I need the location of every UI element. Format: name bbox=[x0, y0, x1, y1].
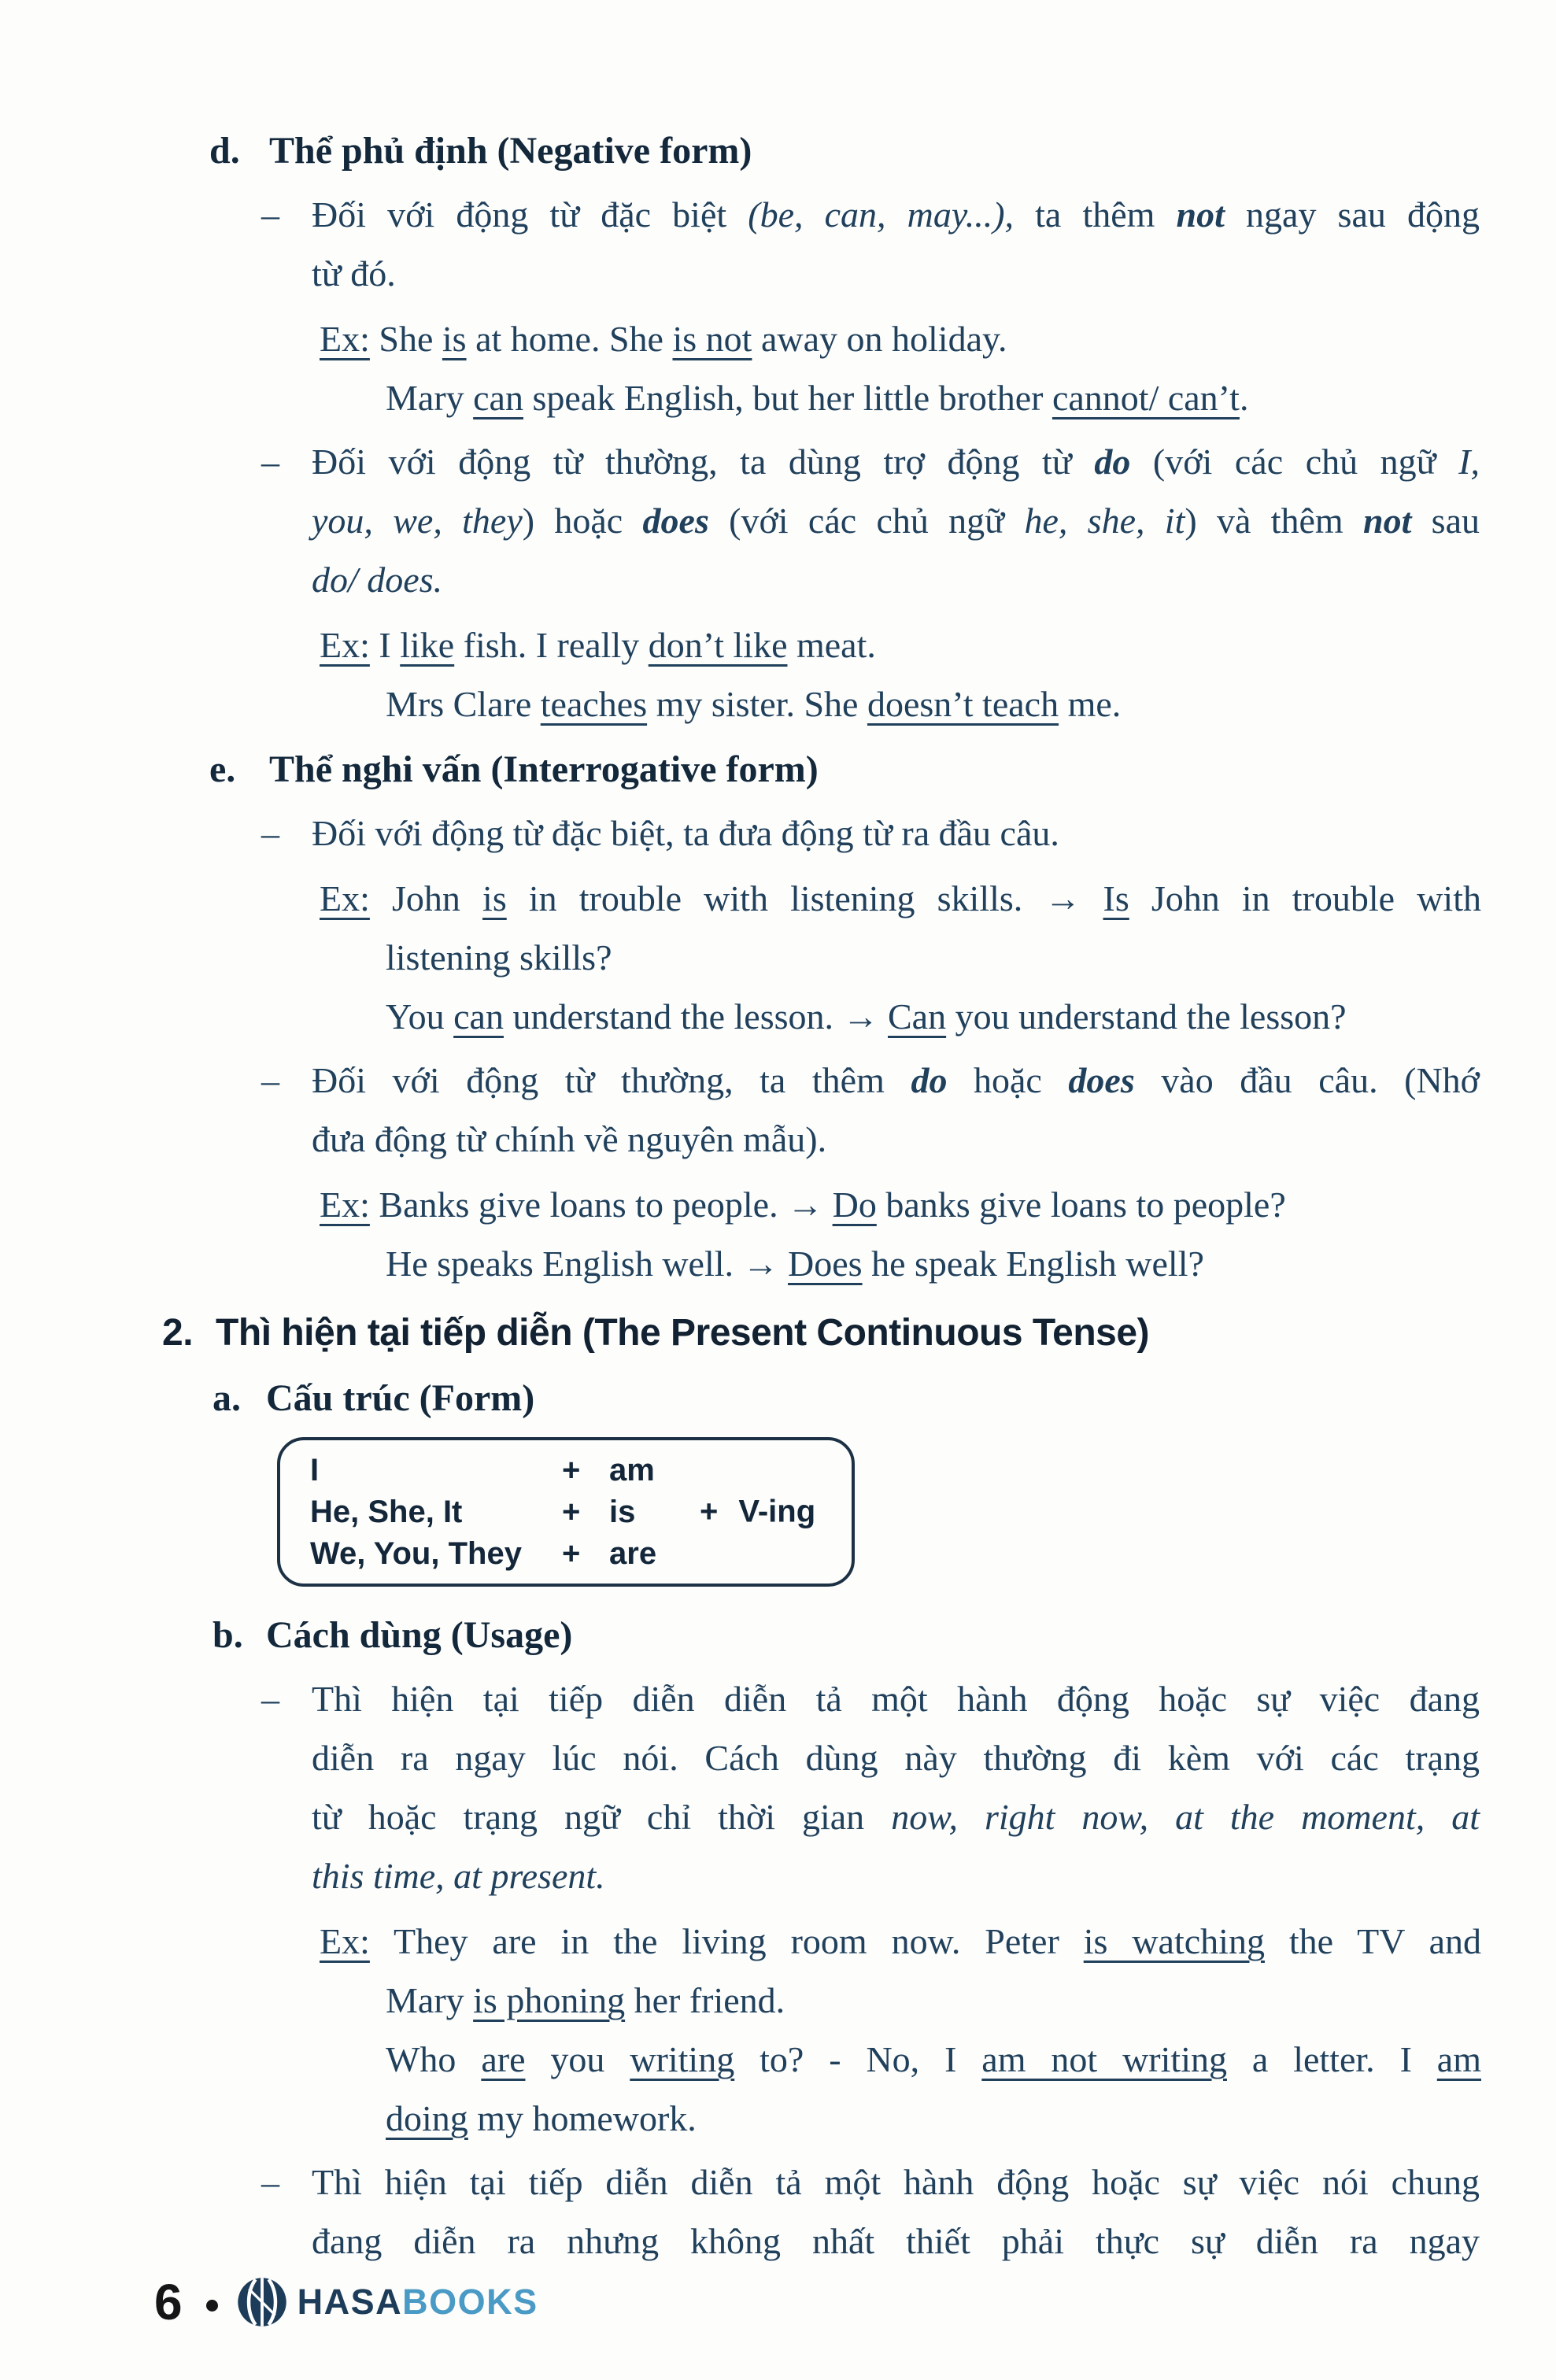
text-segment: Do bbox=[832, 1184, 877, 1225]
text-line bbox=[312, 432, 1480, 491]
text-segment: me. bbox=[1059, 684, 1122, 724]
text-line bbox=[386, 987, 1481, 1046]
text-line bbox=[386, 674, 1481, 734]
form-plus: + bbox=[562, 1453, 581, 1488]
text-segment: từ đó. bbox=[312, 253, 396, 294]
text-segment: are bbox=[481, 2039, 526, 2079]
rule-ordinary-verbs-negative bbox=[261, 432, 1556, 609]
text-segment: Who bbox=[386, 2039, 482, 2079]
text-segment: is bbox=[482, 878, 507, 918]
text-segment: does bbox=[642, 501, 709, 541]
text-segment: diễn ra ngay lúc nói. Cách dùng này thường đi kèm với các trạng bbox=[312, 1738, 1480, 1778]
bullet-dash: – bbox=[261, 2162, 279, 2202]
text-line bbox=[312, 1110, 1480, 1169]
text-segment: writing bbox=[630, 2039, 735, 2079]
rule-text bbox=[312, 432, 1480, 609]
text-segment: Mrs Clare bbox=[386, 684, 541, 724]
text-line bbox=[312, 1787, 1480, 1846]
text-segment: Mary bbox=[386, 378, 474, 418]
rule-usage-general bbox=[261, 2153, 1556, 2271]
footer-dot bbox=[206, 2300, 218, 2312]
publisher-wordmark bbox=[298, 2276, 538, 2328]
heading-letter: e. bbox=[209, 748, 236, 790]
text-segment: ngay sau động bbox=[1224, 194, 1480, 235]
text-segment: cannot/ can’t bbox=[1052, 378, 1240, 418]
text-segment: đang diễn ra nhưng không nhất thiết phải thực sự diễn ra ngay bbox=[312, 2221, 1480, 2261]
text-line bbox=[312, 1846, 1480, 1905]
text-line bbox=[386, 1234, 1481, 1293]
text-segment: Ex: bbox=[320, 1921, 370, 1961]
form-ving bbox=[700, 1495, 815, 1530]
text-segment: am bbox=[1436, 2039, 1481, 2079]
text-line bbox=[386, 2030, 1481, 2089]
form-verb: are bbox=[609, 1536, 657, 1571]
text-segment: . bbox=[1239, 378, 1249, 418]
examples-present-continuous bbox=[320, 1912, 1481, 2148]
text-line bbox=[312, 804, 1480, 863]
text-segment: he, she, it bbox=[1024, 501, 1185, 541]
text-segment: her friend. bbox=[625, 1980, 785, 2020]
text-segment: They are in the living room now. Peter bbox=[369, 1921, 1084, 1961]
text-line bbox=[320, 615, 1481, 674]
text-segment: Ex: bbox=[320, 319, 370, 359]
text-segment: you understand the lesson? bbox=[946, 996, 1347, 1037]
text-segment: not bbox=[1176, 194, 1225, 235]
text-line bbox=[312, 244, 1480, 303]
text-segment: do bbox=[1094, 442, 1131, 482]
text-segment: (be, can, may...), bbox=[748, 194, 1015, 235]
text-segment: You bbox=[386, 996, 454, 1037]
text-segment: ) và thêm bbox=[1185, 501, 1363, 541]
text-segment: my sister. She bbox=[647, 684, 867, 724]
form-subject: He, She, It bbox=[310, 1495, 463, 1529]
text-line bbox=[386, 368, 1481, 427]
text-segment: speak English, but her little brother bbox=[523, 378, 1052, 418]
brand-books: BOOKS bbox=[402, 2282, 538, 2322]
form-plus: + bbox=[700, 1494, 719, 1529]
text-segment: ) hoặc bbox=[522, 501, 643, 541]
text-segment: vào đầu câu. (Nhớ bbox=[1134, 1060, 1480, 1100]
text-segment: Ex: bbox=[320, 878, 370, 918]
heading-title: Thể phủ định (Negative form) bbox=[269, 130, 752, 172]
examples-negative-special bbox=[320, 309, 1481, 427]
heading-letter: a. bbox=[213, 1377, 241, 1419]
text-segment: my homework. bbox=[468, 2098, 697, 2138]
text-line bbox=[320, 1912, 1481, 1971]
text-segment: doesn’t teach bbox=[867, 684, 1059, 724]
text-segment: now, right now, at the moment, at bbox=[891, 1797, 1480, 1837]
text-segment: away on holiday. bbox=[752, 319, 1007, 359]
text-segment: in trouble with listening skills. → bbox=[506, 878, 1103, 918]
text-line bbox=[312, 2153, 1480, 2212]
heading-negative-form bbox=[209, 121, 1556, 180]
text-segment: this time, at present. bbox=[312, 1856, 605, 1896]
text-segment: doing bbox=[386, 2098, 468, 2138]
text-line bbox=[312, 491, 1480, 550]
brand-hasa: HASA bbox=[297, 2282, 403, 2322]
text-segment: Đối với động từ đặc biệt bbox=[312, 194, 748, 235]
text-segment: is bbox=[442, 319, 467, 359]
rule-special-verbs-interrogative bbox=[261, 804, 1556, 863]
globe-logo-icon bbox=[237, 2277, 287, 2327]
heading-letter: b. bbox=[213, 1614, 243, 1656]
text-segment: does bbox=[1068, 1060, 1135, 1100]
text-segment: is watching bbox=[1083, 1921, 1265, 1961]
form-plus: + bbox=[562, 1495, 581, 1529]
page-footer bbox=[154, 2276, 538, 2328]
text-segment: Đối với động từ thường, ta dùng trợ động từ bbox=[312, 442, 1095, 482]
text-segment: banks give loans to people? bbox=[876, 1184, 1286, 1225]
text-segment: John in trouble with bbox=[1129, 878, 1481, 918]
text-segment: Thì hiện tại tiếp diễn diễn tả một hành động hoặc sự việc đang bbox=[312, 1679, 1480, 1719]
form-plus: + bbox=[562, 1536, 581, 1571]
examples-interrogative-ordinary bbox=[320, 1175, 1481, 1293]
text-segment: the TV and bbox=[1264, 1921, 1481, 1961]
text-segment: is not bbox=[672, 319, 752, 359]
form-ving-label: V-ing bbox=[738, 1494, 816, 1529]
text-line bbox=[312, 550, 1480, 609]
text-segment: teaches bbox=[540, 684, 648, 724]
rule-usage-now bbox=[261, 1669, 1556, 1905]
text-segment: can bbox=[453, 996, 504, 1037]
text-line bbox=[312, 1728, 1480, 1787]
text-segment: to? - No, I bbox=[734, 2039, 982, 2079]
text-segment: Ex: bbox=[320, 625, 370, 665]
heading-form bbox=[213, 1369, 1556, 1428]
text-segment: đưa động từ chính về nguyên mẫu). bbox=[312, 1119, 827, 1159]
rule-text bbox=[312, 1051, 1480, 1169]
text-segment: do/ does. bbox=[312, 560, 443, 600]
text-segment: She bbox=[369, 319, 442, 359]
text-segment: meat. bbox=[787, 625, 876, 665]
text-segment: I, bbox=[1458, 442, 1480, 482]
text-segment: listening skills? bbox=[386, 937, 612, 978]
bullet-dash: – bbox=[261, 194, 279, 235]
text-segment: (với các chủ ngữ bbox=[708, 501, 1025, 541]
text-segment: am not writing bbox=[981, 2039, 1227, 2079]
text-line bbox=[320, 869, 1481, 928]
text-segment: Can bbox=[888, 996, 947, 1037]
text-segment: a letter. I bbox=[1226, 2039, 1437, 2079]
text-segment: Does bbox=[788, 1244, 863, 1284]
text-segment: Đối với động từ đặc biệt, ta đưa động từ ra đầu câu. bbox=[312, 813, 1059, 853]
heading-usage bbox=[213, 1606, 1556, 1665]
text-segment: Banks give loans to people. → bbox=[369, 1184, 833, 1225]
rule-text bbox=[312, 185, 1480, 303]
text-segment: (với các chủ ngữ bbox=[1130, 442, 1459, 482]
text-line bbox=[386, 928, 1481, 987]
bullet-dash: – bbox=[261, 813, 279, 853]
rule-text bbox=[312, 804, 1480, 863]
heading-title: Thể nghi vấn (Interrogative form) bbox=[269, 748, 819, 790]
text-segment: not bbox=[1363, 501, 1412, 541]
text-segment: ta thêm bbox=[1014, 194, 1177, 235]
text-segment: can bbox=[473, 378, 523, 418]
page-number: 6 bbox=[154, 2274, 183, 2330]
text-segment: sau bbox=[1411, 501, 1480, 541]
text-segment: you, we, they bbox=[312, 501, 523, 541]
text-line bbox=[386, 1971, 1481, 2030]
examples-negative-ordinary bbox=[320, 615, 1481, 734]
heading-title: Cấu trúc (Form) bbox=[266, 1377, 535, 1419]
rule-text bbox=[312, 2153, 1480, 2271]
text-segment: Mary bbox=[386, 1980, 474, 2020]
heading-present-continuous bbox=[162, 1304, 1556, 1362]
form-box bbox=[277, 1437, 855, 1587]
text-line bbox=[312, 2212, 1480, 2271]
text-line bbox=[386, 2089, 1481, 2148]
text-segment: từ hoặc trạng ngữ chỉ thời gian bbox=[312, 1797, 892, 1837]
text-segment: do bbox=[911, 1060, 948, 1100]
form-subject: I bbox=[310, 1453, 320, 1488]
text-line bbox=[312, 1051, 1480, 1110]
rule-text bbox=[312, 1669, 1480, 1905]
text-segment: Ex: bbox=[320, 1184, 370, 1225]
rule-ordinary-verbs-interrogative bbox=[261, 1051, 1556, 1169]
text-segment: Đối với động từ thường, ta thêm bbox=[312, 1060, 911, 1100]
text-line bbox=[320, 309, 1481, 368]
text-segment: you bbox=[525, 2039, 630, 2079]
text-segment: is phoning bbox=[473, 1980, 626, 2020]
examples-interrogative-special bbox=[320, 869, 1481, 1046]
form-verb: is bbox=[609, 1495, 636, 1529]
bullet-dash: – bbox=[261, 1679, 279, 1719]
text-segment: understand the lesson. → bbox=[503, 996, 888, 1037]
text-line bbox=[312, 185, 1480, 244]
heading-number: 2. bbox=[162, 1312, 194, 1354]
text-segment: at home. She bbox=[466, 319, 673, 359]
text-segment: like bbox=[400, 625, 455, 665]
text-segment: He speaks English well. → bbox=[386, 1244, 789, 1284]
heading-title: Cách dùng (Usage) bbox=[266, 1614, 573, 1656]
text-segment: he speak English well? bbox=[862, 1244, 1204, 1284]
bullet-dash: – bbox=[261, 1060, 279, 1100]
rule-special-verbs-negative bbox=[261, 185, 1556, 303]
form-subject: We, You, They bbox=[310, 1536, 522, 1571]
text-line bbox=[312, 1669, 1480, 1728]
text-segment: hoặc bbox=[947, 1060, 1069, 1100]
text-segment: Is bbox=[1103, 878, 1129, 918]
bullet-dash: – bbox=[261, 442, 279, 482]
heading-letter: d. bbox=[209, 130, 240, 172]
text-segment: John bbox=[369, 878, 483, 918]
text-segment: I bbox=[369, 625, 401, 665]
text-segment: Thì hiện tại tiếp diễn diễn tả một hành động hoặc sự việc nói chung bbox=[312, 2162, 1480, 2202]
form-verb: am bbox=[609, 1453, 655, 1488]
text-segment: fish. I really bbox=[454, 625, 649, 665]
text-line bbox=[320, 1175, 1481, 1234]
heading-title: Thì hiện tại tiếp diễn (The Present Continuous Tense) bbox=[216, 1312, 1150, 1354]
text-segment: don’t like bbox=[648, 625, 788, 665]
heading-interrogative-form bbox=[209, 740, 1556, 799]
